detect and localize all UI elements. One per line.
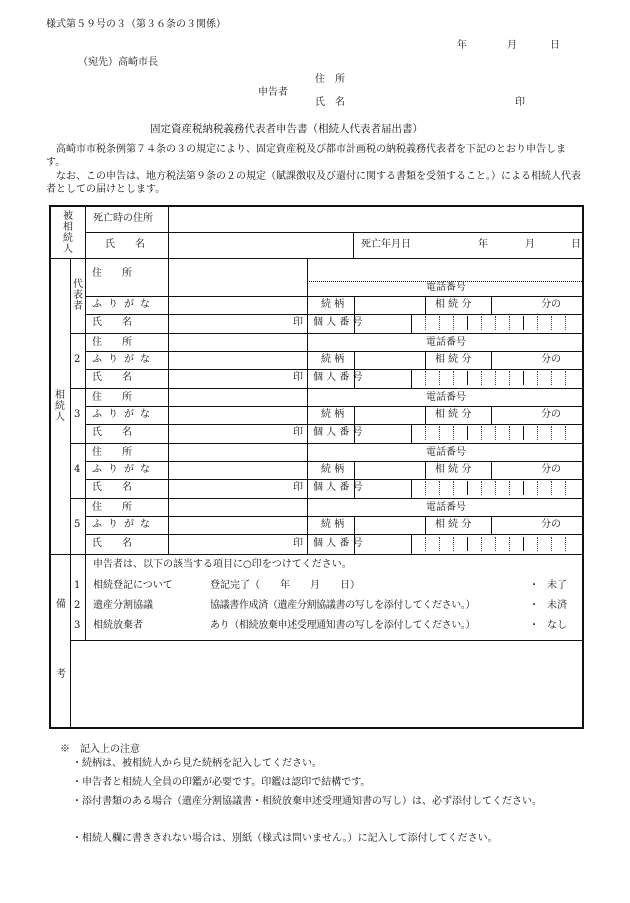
- heir5-relation-label: 続 柄: [321, 519, 345, 530]
- heirs-label: 相続人: [55, 390, 65, 423]
- rep-phone-label: 電話番号: [426, 282, 466, 293]
- applicant-seal: 印: [515, 97, 525, 108]
- heir5-seal: 印: [293, 538, 303, 549]
- form-title: 固定資産税納税義務代表者申告書（相続人代表者届出書）: [150, 123, 423, 135]
- note-item: ・申告者と相続人全員の印鑑が必要です。印鑑は認印で結構です。: [72, 777, 371, 788]
- heir-number-3: 3: [74, 409, 81, 420]
- heir4-share-label: 相 続 分: [435, 464, 472, 475]
- rep-name-label: 氏 名: [92, 317, 132, 328]
- heir4-phone-label: 電話番号: [426, 447, 466, 458]
- note-item: ・続柄は、被相続人から見た続柄を記入してください。: [72, 758, 322, 769]
- heir4-id-label: 個 人 番 号: [313, 482, 363, 493]
- heir-number-5: 5: [74, 519, 81, 530]
- date-month: 月: [507, 40, 517, 51]
- decedent-address-label: 死亡時の住所: [93, 213, 153, 224]
- heir5-share-unit: 分の: [541, 519, 561, 530]
- rep-relation-label: 続 柄: [321, 299, 345, 310]
- heir2-furigana-label: ふりがな: [92, 354, 156, 365]
- remark-item-1-option[interactable]: 未了: [547, 580, 567, 591]
- heir5-id-label: 個 人 番 号: [313, 538, 363, 549]
- heir4-relation-label: 続 柄: [321, 464, 345, 475]
- heir2-share-label: 相 続 分: [435, 354, 472, 365]
- heir2-address-label: 住 所: [92, 337, 132, 348]
- heir3-share-label: 相 続 分: [435, 409, 472, 420]
- date-year: 年: [457, 40, 467, 51]
- rep-seal: 印: [293, 317, 303, 328]
- remark-item-1-bullet: ・: [529, 580, 539, 591]
- main-form-table: [49, 205, 584, 729]
- rep-id-label: 個 人 番 号: [313, 317, 363, 328]
- death-month: 月: [525, 239, 535, 250]
- remark-item-3-no: 3: [74, 620, 81, 631]
- heir2-phone-label: 電話番号: [426, 337, 466, 348]
- heir3-id-label: 個 人 番 号: [313, 427, 363, 438]
- note-item: ・添付書類のある場合（遺産分割協議書・相続放棄申述受理通知書の写し）は、必ず添付してください。: [72, 796, 542, 807]
- heir3-id-cells[interactable]: [411, 426, 584, 440]
- rep-share-label: 相 続 分: [435, 299, 472, 310]
- heir4-seal: 印: [293, 482, 303, 493]
- heir3-furigana-label: ふりがな: [92, 409, 156, 420]
- heir3-name-label: 氏 名: [92, 427, 132, 438]
- remarks-label-top: 備: [56, 599, 66, 610]
- rep-furigana-label: ふりがな: [92, 299, 156, 310]
- heir-number-2: 2: [74, 354, 81, 365]
- date-day: 日: [550, 40, 560, 51]
- death-day: 日: [571, 239, 581, 250]
- remark-item-3-bullet: ・: [529, 620, 539, 631]
- heir4-furigana-label: ふりがな: [92, 464, 156, 475]
- heir5-phone-label: 電話番号: [426, 502, 466, 513]
- death-year: 年: [478, 239, 488, 250]
- heir2-share-unit: 分の: [541, 354, 561, 365]
- heir2-id-cells[interactable]: [411, 371, 584, 385]
- rep-address-label: 住 所: [92, 268, 132, 279]
- remark-item-3-option[interactable]: なし: [547, 620, 567, 631]
- remark-item-2-option[interactable]: 未済: [547, 600, 567, 611]
- remark-item-2-no: 2: [74, 600, 81, 611]
- heir3-seal: 印: [293, 427, 303, 438]
- heir4-id-cells[interactable]: [411, 481, 584, 495]
- remark-item-2-name: 遺産分割協議: [93, 600, 153, 611]
- remark-item-2-detail[interactable]: 協議書作成済（遺産分割協議書の写しを添付してください。）: [210, 600, 476, 611]
- rep-share-unit: 分の: [541, 299, 561, 310]
- heir5-id-cells[interactable]: [411, 537, 584, 551]
- heir2-seal: 印: [293, 372, 303, 383]
- paragraph-2: なお、この申告は、地方税法第９条の２の規定（賦課徴収及び還付に関する書類を受領すること。）による相続人代表者としての届けとします。: [46, 171, 581, 195]
- decedent-name-label: 氏 名: [105, 239, 145, 250]
- death-date-label: 死亡年月日: [361, 239, 411, 250]
- heir5-name-label: 氏 名: [92, 538, 132, 549]
- heir5-share-label: 相 続 分: [435, 519, 472, 530]
- heir2-id-label: 個 人 番 号: [313, 372, 363, 383]
- remark-item-1-name: 相続登記について: [93, 580, 173, 591]
- heir3-address-label: 住 所: [92, 392, 132, 403]
- heir-number-4: 4: [74, 464, 81, 475]
- heir3-relation-label: 続 柄: [321, 409, 345, 420]
- decedent-label: 被相続人: [63, 211, 73, 255]
- remark-item-2-bullet: ・: [529, 600, 539, 611]
- heir5-furigana-label: ふりがな: [92, 519, 156, 530]
- remark-item-3-name: 相続放棄者: [93, 620, 143, 631]
- heir4-name-label: 氏 名: [92, 482, 132, 493]
- heir4-share-unit: 分の: [541, 464, 561, 475]
- applicant-label: 申告者: [258, 87, 288, 98]
- heir4-address-label: 住 所: [92, 447, 132, 458]
- representative-label: 代表者: [73, 279, 83, 312]
- heir5-address-label: 住 所: [92, 502, 132, 513]
- heir3-phone-label: 電話番号: [426, 392, 466, 403]
- heir2-relation-label: 続 柄: [321, 354, 345, 365]
- remarks-free-area[interactable]: [71, 641, 583, 728]
- addressee: （宛先）高崎市長: [78, 57, 158, 68]
- notes-title: ※ 記入上の注意: [60, 744, 140, 755]
- note-item: ・相続人欄に書ききれない場合は、別紙（様式は問いません。）に記入して添付してください。: [72, 833, 498, 844]
- remarks-intro: 申告者は、以下の該当する項目に○印をつけてください。: [93, 559, 352, 570]
- remark-item-3-detail[interactable]: あり（相続放棄申述受理通知書の写しを添付してください。）: [210, 620, 476, 631]
- form-number: 様式第５９号の３（第３６条の３関係）: [46, 19, 226, 30]
- heir2-name-label: 氏 名: [92, 372, 132, 383]
- rep-id-cells[interactable]: [411, 316, 584, 330]
- remark-item-1-detail[interactable]: 登記完了（ 年 月 日）: [210, 580, 360, 591]
- applicant-name-label: 氏 名: [315, 97, 345, 108]
- paragraph-1: 高崎市市税条例第７４条の３の規定により、固定資産税及び都市計画税の納税義務代表者を下記のとおり申告します。: [46, 144, 566, 168]
- remark-item-1-no: 1: [74, 580, 81, 591]
- heir3-share-unit: 分の: [541, 409, 561, 420]
- remarks-label-bottom: 考: [56, 669, 66, 680]
- applicant-address-label: 住 所: [315, 74, 345, 85]
